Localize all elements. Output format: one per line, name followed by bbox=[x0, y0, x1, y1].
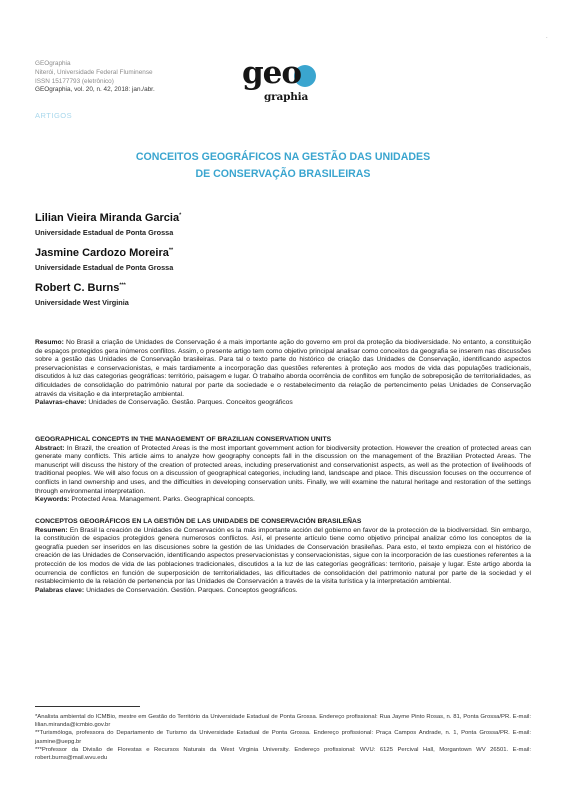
logo-top-text: geo bbox=[242, 55, 302, 91]
resumo-keywords-label: Palavras-chave: bbox=[35, 399, 87, 407]
resumen-keywords bbox=[35, 587, 531, 596]
resumen-block bbox=[35, 518, 531, 595]
resumo-paragraph bbox=[35, 339, 531, 399]
corner-mark: . bbox=[546, 34, 548, 40]
author-mark: ** bbox=[168, 247, 174, 254]
author-name: Jasmine Cardozo Moreira bbox=[35, 247, 169, 259]
citation-line: GEOgraphia, vol. 20, n. 42, 2018: jan./abr. bbox=[35, 86, 155, 94]
logo-bottom-text: graphia bbox=[264, 91, 309, 103]
abstract-keywords-label: Keywords: bbox=[35, 496, 70, 504]
abstract-text: In Brazil, the creation of Protected Areas is the most important government action for biodiversity protection. However the creation of protected areas can generate many conflicts. This article aims to analyze how geography concepts fall in the discussion on the management of the Brazilian Protected Areas. The manuscript will discuss the history of the creation of protected areas, including preservationist and conservationist aspects, as well as the protection of livelihoods of traditional peoples. We will also focus on a discussion of geographical categories, including land, landscape and place. This discussion focuses on the occurrence of conflicts in land ownership and uses, and the difficulties in developing conservation units. Finally, we will examine the natural heritage and restoration of the settings through environmental interpretation. bbox=[35, 444, 531, 495]
resumen-keywords-text: Unidades de Conservación. Gestión. Parques. Conceptos geográficos. bbox=[86, 586, 298, 594]
resumen-label: Resumen: bbox=[35, 526, 68, 534]
author-2 bbox=[35, 247, 173, 272]
abstract-heading: GEOGRAPHICAL CONCEPTS IN THE MANAGEMENT OF BRAZILIAN CONSERVATION UNITS bbox=[35, 436, 332, 443]
publication-info bbox=[35, 60, 155, 95]
author-institution: Universidade Estadual de Ponta Grossa bbox=[35, 228, 174, 237]
resumo-keywords-text: Unidades de Conservação. Gestão. Parques. Conceitos geográficos bbox=[88, 399, 293, 407]
geographia-logo bbox=[242, 56, 328, 108]
abstract-label: Abstract: bbox=[35, 444, 65, 452]
title-line-1: CONCEITOS GEOGRÁFICOS NA GESTÃO DAS UNIDADES bbox=[135, 151, 431, 163]
author-name: Lilian Vieira Miranda Garcia bbox=[35, 212, 180, 224]
abstract-paragraph bbox=[35, 445, 531, 497]
issn-line: ISSN 15177793 (eletrônico) bbox=[35, 77, 114, 85]
resumo-keywords bbox=[35, 399, 531, 408]
abstract-block bbox=[35, 436, 531, 505]
article-title bbox=[40, 149, 526, 183]
abstract-keywords-text: Protected Area. Management. Parks. Geographical concepts. bbox=[71, 496, 255, 504]
footnotes bbox=[35, 713, 531, 762]
section-label: ARTIGOS bbox=[35, 111, 73, 120]
footnote-1: *Analista ambiental do ICMBio, mestre em Gestão do Território da Universidade Estadual de Ponta Grossa. Endereço profissional: Rua Jayme Pinto Rosas, n. 81, Ponta Grossa/PR. E-mail: lilian.miranda@icmbio.gov.br bbox=[35, 714, 531, 729]
author-institution: Universidade West Virginia bbox=[35, 298, 129, 307]
resumen-paragraph bbox=[35, 527, 531, 587]
resumo-label: Resumo: bbox=[35, 339, 64, 346]
title-line-2: DE CONSERVAÇÃO BRASILEIRAS bbox=[195, 168, 371, 180]
resumen-text: En Brasil la creación de Unidades de Conservación es la más importante acción del gobierno en favor de la protección de la biodiversidad. Sin embargo, la constitución de espacios protegidos genera numerosos conflictos. Así, el presente artículo tiene como objetivo principal analizar cómo los conceptos de la geografía pueden ser inseridos en las discusiones sobre la gestión de las Unidades de Conservación brasileñas. Para esto, el texto empieza con el histórico de creación de las Unidades de Conservación, identificando aspectos preservacionistas y conservacionistas, sigue con la incorporación de las cuestiones referentes a la protección de los modos de vida de las poblaciones tradicionales, discutidos a la luz de las categorías geográficas: territorio, paisaje y lugar. Este artigo aborda la ocurrencia de conflictos en función de superposición de territorialidades, las dificultades de consolidación del patrimonio natural por parte de la sociedad y el restablecimiento de la relación de pertenencia por las Unidades de Conservación a través de la visita turística y la interpretación ambiental. bbox=[35, 526, 531, 586]
publisher-line: Niterói, Universidade Federal Fluminense bbox=[35, 68, 153, 76]
footnote-3: ***Professor da Divisão de Florestas e Recursos Naturais da West Virginia University. Endereço profissional: WVU: 6125 Percival Hall, Morgantown WV 26501. E-mail: robert.burns@mail.wvu.edu bbox=[35, 746, 531, 762]
resumo-text: No Brasil a criação de Unidades de Conservação é a mais importante ação do governo em prol da proteção da biodiversidade. No entanto, a constituição de espaços protegidos gera inúmeros conflitos. Assim, o presente artigo tem como objetivo principal analisar como conceitos da geografia se inserem nas discussões sobre a gestão das Unidades de Conservação brasileiras. Para tal o texto parte do histórico de criação das Unidades de Conservação, identificando aspectos preservacionistas e conservacionistas, e mais tardiamente a incorporação das questões referentes à proteção aos modos de vida das populações tradicionais, discutidos à luz das categorias geográficas: território, paisagem e lugar. O trabalho aborda ocorrência de conflitos em função de sobreposição de territorialidades, as dificuldades de consolidação do patrimônio natural por parte da sociedade e o restabelecimento da relação de pertencimento pelas Unidades de Conservação através da visitação e da interpretação ambiental. bbox=[35, 339, 532, 398]
footnote-divider bbox=[35, 706, 140, 707]
author-institution: Universidade Estadual de Ponta Grossa bbox=[35, 263, 174, 272]
abstract-keywords bbox=[35, 496, 531, 505]
author-3 bbox=[35, 282, 129, 307]
author-name: Robert C. Burns bbox=[35, 282, 120, 294]
author-1 bbox=[35, 212, 181, 237]
footnote-2: **Turismóloga, professora do Departamento de Turismo da Universidade Estadual de Ponta Grossa. Endereço profissional: Praça Campos Andrade, n. 1, Ponta Grossa/PR. E-mail: jasmine@uepg.br bbox=[35, 730, 531, 745]
author-mark: *** bbox=[119, 282, 126, 289]
resumen-heading: CONCEPTOS GEOGRÁFICOS EN LA GESTIÓN DE LAS UNIDADES DE CONSERVACIÓN BRASILEÑAS bbox=[35, 518, 362, 525]
resumen-keywords-label: Palabras clave: bbox=[35, 586, 85, 594]
author-mark: * bbox=[179, 212, 182, 219]
journal-name: GEOgraphia bbox=[35, 60, 71, 67]
resumo-block bbox=[35, 339, 531, 408]
